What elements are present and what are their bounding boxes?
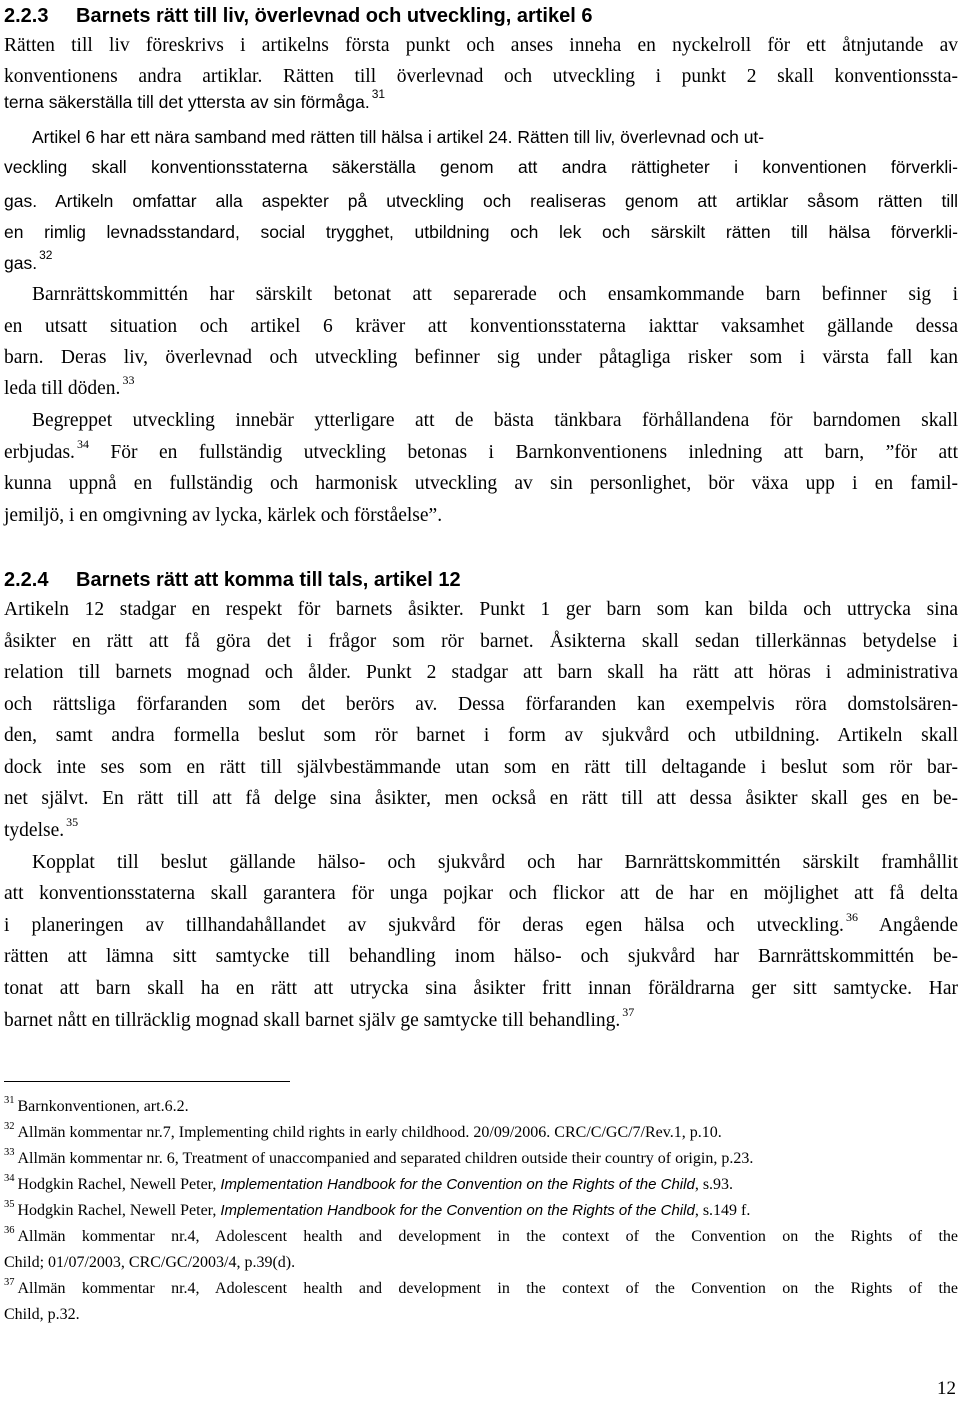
footnote-ref: 32 — [39, 248, 53, 263]
body-line: gas. Artikeln omfattar alla aspekter på utveckling och realiseras genom att artiklar såsom rätten till — [4, 191, 958, 211]
body-line: erbjudas. $^{34}$ För en fullständig utveckling betonas i Barnkonventionens inledning att barn, ”för att — [4, 436, 959, 463]
body-line: rätten att lämna sitt samtycke till behandling inom hälso- och sjukvård har Barnrättskommittén be- — [4, 946, 958, 967]
section-title: Barnets rätt till liv, överlevnad och utveckling, artikel 6 — [76, 5, 593, 27]
footnote-31: $^{31}$ Barnkonventionen, art.6.2. — [4, 1094, 189, 1115]
footnote-34: $^{34}$ Hodgkin Rachel, Newell Peter, Implementation Handbook for the Convention on the Rights of the Child, s.93. — [4, 1172, 734, 1193]
footnote-ref: 34 — [76, 436, 89, 451]
body-line: Barnrättskommittén har särskilt betonat att separerade och ensamkommande barn befinner sig i — [32, 284, 958, 305]
body-line: i planeringen av tillhandahållandet av sjukvård för deras egen hälsa och utveckling. $^{36}$ Angående — [4, 909, 958, 936]
section-heading-224 — [4, 568, 461, 592]
footnote-ref: 35 — [66, 814, 79, 829]
body-line: barn. Deras liv, överlevnad och utveckling befinner sig under påtagliga risker som i värsta fall kan — [4, 347, 958, 368]
body-line: relation till barnets mognad och ålder. Punkt 2 stadgar att barn skall ha rätt att höras i administrativa — [4, 662, 958, 683]
section-number: 2.2.3 — [4, 5, 49, 27]
body-line: jemiljö, i en omgivning av lycka, kärlek och förståelse”. — [4, 505, 443, 526]
body-line: åsikter en rätt att få göra det i frågor som rör barnet. Åsikterna skall sedan tillerkännas betydelse i — [4, 631, 958, 652]
body-line: net självt. En rätt till att få delge sina åsikter, men också en rätt till att dessa åsikter skall ges en be- — [4, 788, 958, 809]
body-line: tydelse. $^{35}$ — [4, 814, 79, 841]
body-line: en rimlig levnadsstandard, social trygghet, utbildning och lek och särskilt rätten till hälsa förverkli- — [4, 222, 958, 242]
body-line: Artikeln 12 stadgar en respekt för barnets åsikter. Punkt 1 ger barn som kan bilda och uttrycka sina — [4, 599, 958, 620]
page-number: 12 — [937, 1378, 956, 1399]
book-title: Implementation Handbook for the Convention on the Rights of the Child — [220, 1202, 695, 1219]
section-number: 2.2.4 — [4, 569, 49, 591]
body-line: leda till döden. $^{33}$ — [4, 372, 135, 399]
footnote-33: $^{33}$ Allmän kommentar nr. 6, Treatment of unaccompanied and separated children outside their country of origin, p.23. — [4, 1146, 754, 1167]
book-title: Implementation Handbook for the Convention on the Rights of the Child — [220, 1176, 695, 1193]
body-line: kunna uppnå en fullständig och harmonisk utveckling av sin personlighet, bör växa upp i en famil- — [4, 473, 958, 494]
body-line: Begreppet utveckling innebär ytterligare att de bästa tänkbara förhållandena för barndomen skall — [32, 410, 958, 431]
body-line: Kopplat till beslut gällande hälso- och sjukvård och har Barnrättskommittén särskilt framhållit — [32, 852, 958, 873]
footnote-ref: 37 — [622, 1004, 635, 1019]
body-line: gas. $^{32}$ — [4, 248, 53, 273]
footnote-35: $^{35}$ Hodgkin Rachel, Newell Peter, Implementation Handbook for the Convention on the Rights of the Child, s.149 f. — [4, 1198, 751, 1219]
footnote-36-cont: Child; 01/07/2003, CRC/GC/2003/4, p.39(d). — [4, 1254, 296, 1271]
section-heading-223 — [4, 4, 592, 28]
body-line: barnet nått en tillräcklig mognad skall barnet själv ge samtycke till behandling. $^{37}$ — [4, 1004, 635, 1031]
section-title: Barnets rätt att komma till tals, artikel 12 — [76, 569, 461, 591]
footnote-ref: 36 — [845, 909, 858, 924]
body-line: och rättsliga förfaranden som det berörs av. Dessa förfaranden kan exempelvis röra domstolsären- — [4, 694, 958, 715]
body-line: veckling skall konventionsstaterna säkerställa genom att andra rättigheter i konventionen förverkli- — [4, 157, 958, 177]
body-line: tonat att barn skall ha en rätt att utrycka sina åsikter fritt innan föräldrarna ger sitt samtycke. Har — [4, 978, 958, 999]
body-line: dock inte ses som en rätt till självbestämmande utan som en rätt till deltagande i beslut som rör bar- — [4, 757, 958, 778]
body-line: Rätten till liv föreskrivs i artikelns första punkt och anses inneha en nyckelroll för ett åtnjutande av — [4, 35, 958, 56]
body-line: konventionens andra artiklar. Rätten till överlevnad och utveckling i punkt 2 skall konventionssta- — [4, 66, 958, 87]
footnote-ref: 33 — [122, 372, 135, 387]
footnote-37: $^{37}$ Allmän kommentar nr.4, Adolescent health and development in the context of the Convention on the Rights of the — [4, 1276, 958, 1297]
footnote-32: $^{32}$ Allmän kommentar nr.7, Implementing child rights in early childhood. 20/09/2006. CRC/C/GC/7/Rev.1, p.10. — [4, 1120, 722, 1141]
body-line: en utsatt situation och artikel 6 kräver att konventionsstaterna iakttar vaksamhet gällande dessa — [4, 316, 958, 337]
body-line: den, samt andra formella beslut som rör barnet i form av sjukvård och utbildning. Artikeln skall — [4, 725, 958, 746]
body-line: att konventionsstaterna skall garantera för unga pojkar och flickor att de har en möjlighet att få delta — [4, 883, 958, 904]
footnote-37-cont: Child, p.32. — [4, 1306, 80, 1323]
body-line: terna säkerställa till det yttersta av sin förmåga. $^{31}$ — [4, 87, 386, 112]
footnote-ref: 31 — [371, 87, 386, 102]
footnote-separator — [4, 1081, 290, 1082]
body-line: Artikel 6 har ett nära samband med rätten till hälsa i artikel 24. Rätten till liv, överlevnad och ut- — [32, 127, 765, 147]
footnote-36: $^{36}$ Allmän kommentar nr.4, Adolescent health and development in the context of the Convention on the Rights of the — [4, 1224, 958, 1245]
